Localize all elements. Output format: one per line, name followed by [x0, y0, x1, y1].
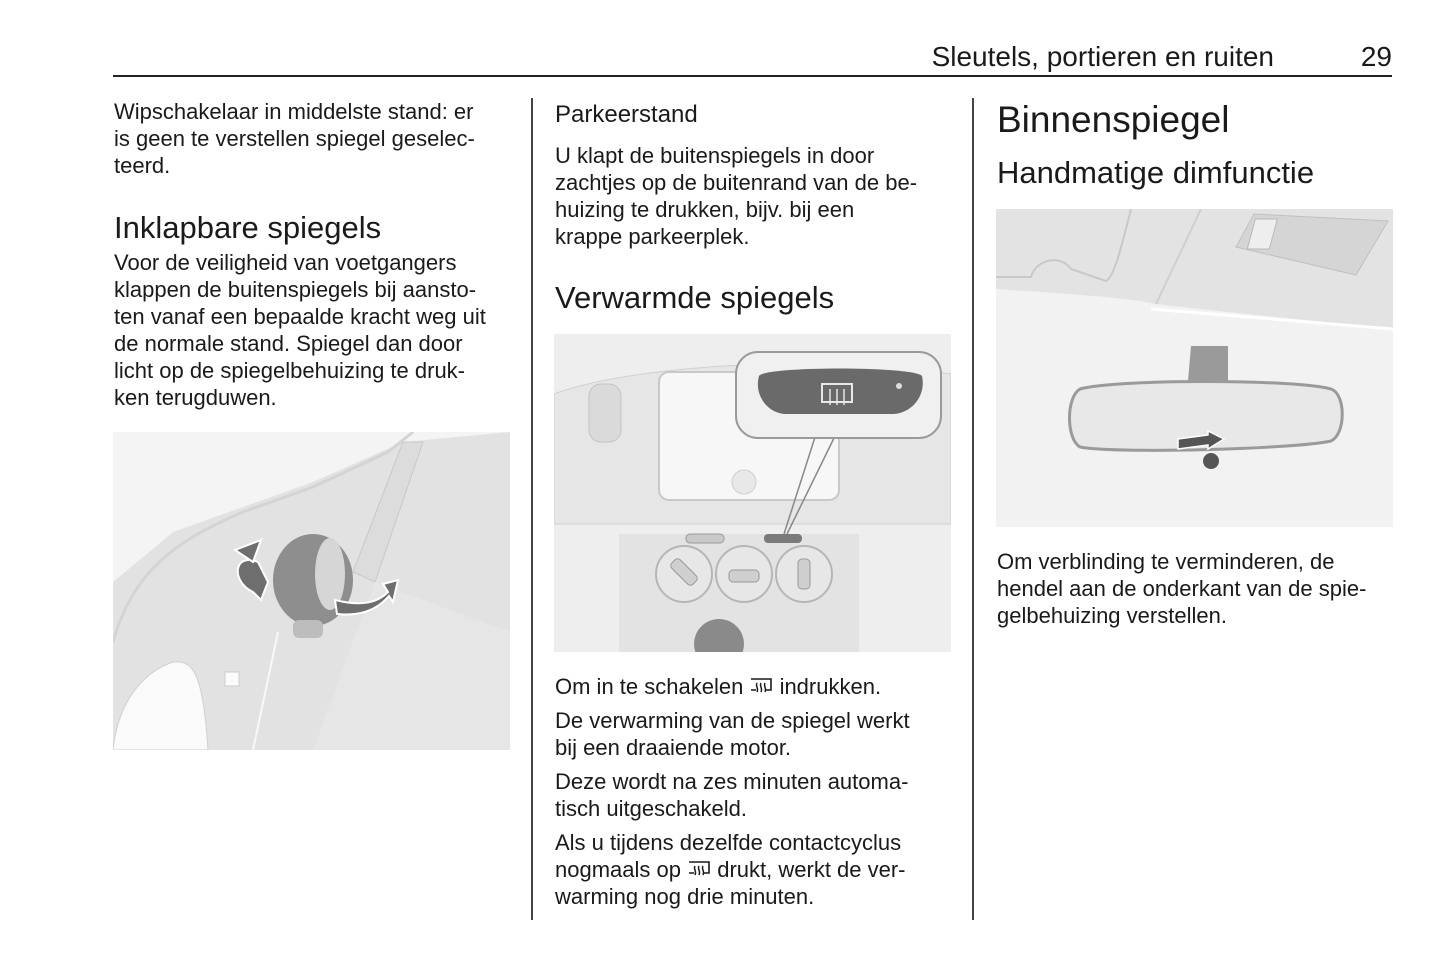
heated-mirror-button-illustration: [554, 334, 951, 652]
column-3: [997, 98, 1397, 191]
auto-off-paragraph: Deze wordt na zes minuten automa- tisch uitgeschakeld.: [555, 769, 909, 821]
page-header: [113, 38, 1392, 77]
column-1: [114, 98, 514, 411]
section-title: Sleutels, portieren en ruiten: [931, 41, 1274, 72]
engine-running-paragraph: De verwarming van de spiegel werkt bij een draaiende motor.: [555, 708, 910, 760]
heading-inklapbare-spiegels: Inklapbare spiegels: [114, 210, 382, 245]
repeat-press-paragraph: Als u tijdens dezelfde contactcyclus nogmaals op drukt, werkt de ver- warming nog drie minuten.: [555, 830, 906, 909]
column-2: [555, 98, 955, 316]
dimming-text: [997, 548, 1397, 629]
folding-mirrors-paragraph: Voor de veiligheid van voetgangers klappen de buitenspiegels bij aansto- ten vanaf een bepaalde kracht weg uit de normale stand. Spiegel dan door licht op de spiegelbehuizing te druk- ken terugduwen.: [114, 250, 486, 410]
intro-paragraph: Wipschakelaar in middelste stand: er is geen te verstellen spiegel geselec- teerd.: [114, 99, 475, 178]
heated-mirrors-text: [555, 673, 955, 910]
rear-defrost-icon: [687, 860, 711, 880]
dimming-paragraph: Om verblinding te verminderen, de hendel aan de onderkant van de spie- gelbehuizing verstellen.: [997, 549, 1367, 628]
subheading-handmatige-dimfunctie: Handmatige dimfunctie: [997, 155, 1315, 190]
heading-binnenspiegel: Binnenspiegel: [997, 99, 1230, 140]
page-number: 29: [1360, 41, 1392, 72]
parking-paragraph: U klapt de buitenspiegels in door zachtjes op de buitenrand van de be- huizing te drukken, bijv. bij een krappe parkeerplek.: [555, 143, 918, 249]
column-divider: [972, 98, 974, 920]
folding-mirror-icon: [113, 432, 510, 750]
rear-defrost-icon: [749, 677, 773, 697]
switch-on-paragraph: Om in te schakelen indrukken.: [555, 674, 882, 699]
folding-mirror-illustration: [113, 432, 510, 750]
column-divider: [531, 98, 533, 920]
rearview-mirror-illustration: [996, 209, 1393, 527]
heading-verwarmde-spiegels: Verwarmde spiegels: [555, 280, 835, 315]
subheading-parkeerstand: Parkeerstand: [555, 101, 698, 128]
rearview-mirror-icon: [996, 209, 1393, 527]
dashboard-icon: [554, 334, 951, 652]
